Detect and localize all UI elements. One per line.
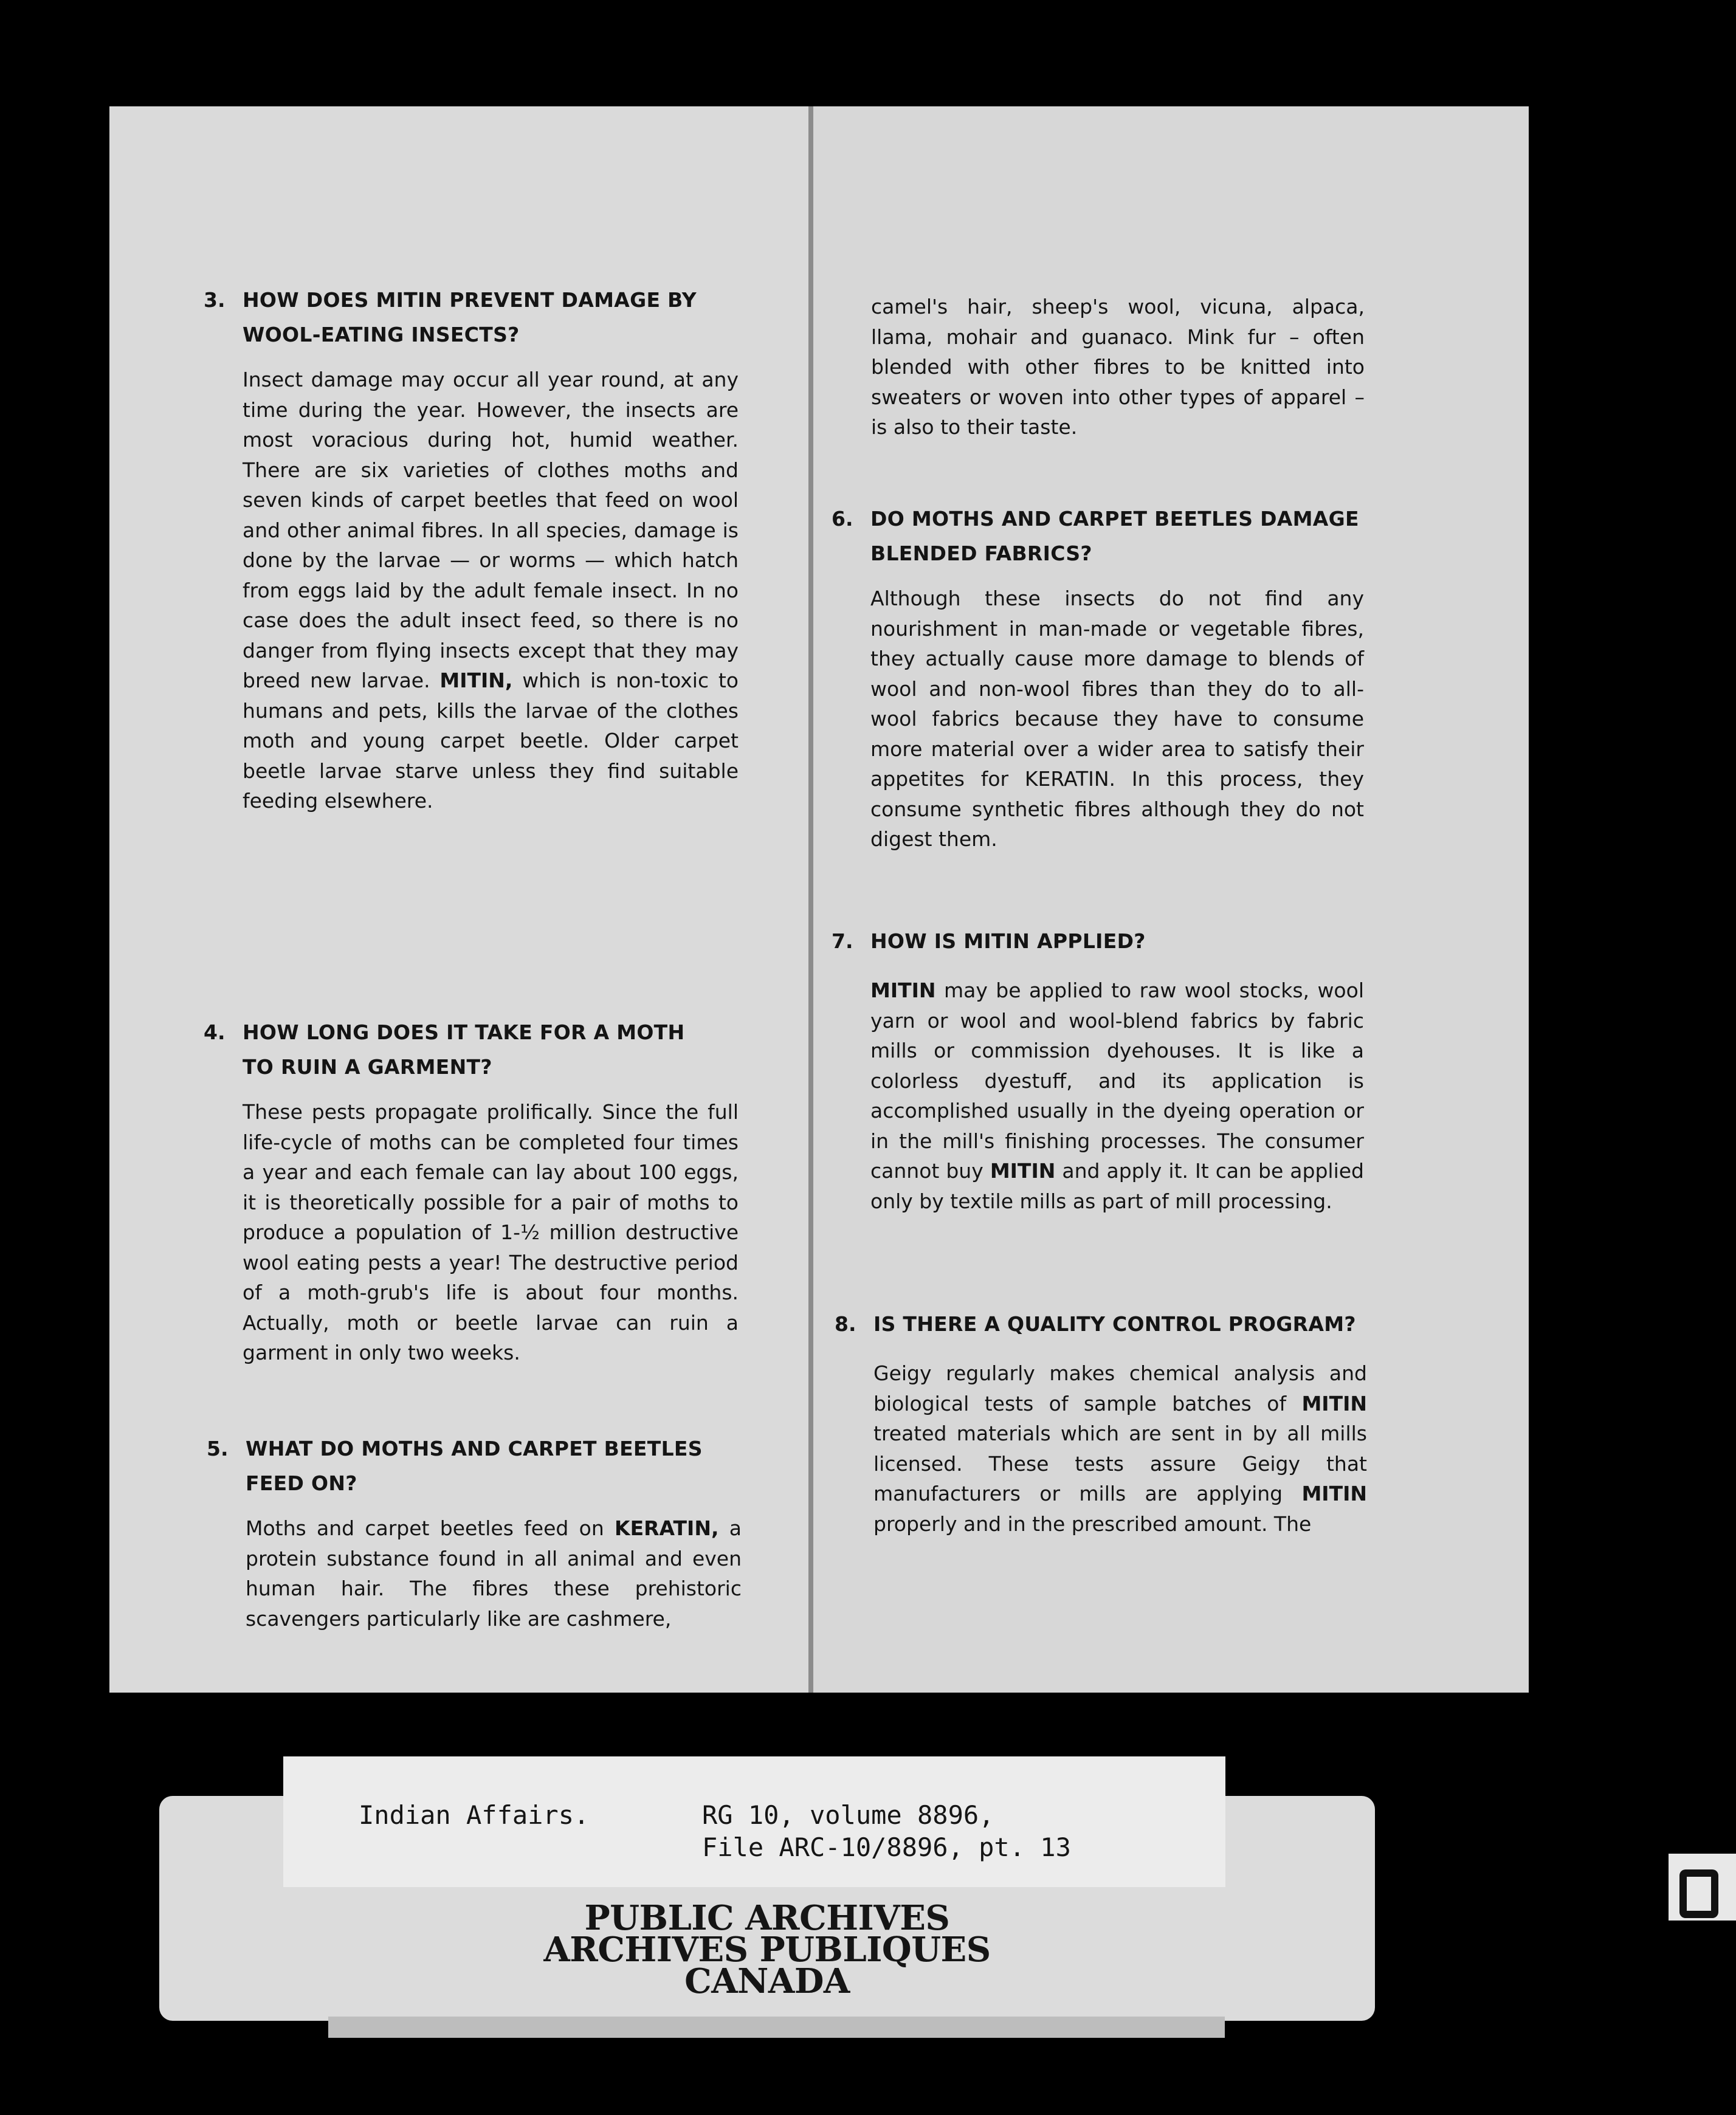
section-title-line: HOW IS MITIN APPLIED? bbox=[870, 929, 1146, 953]
right-column bbox=[813, 106, 1529, 1693]
body-text: Insect damage may occur all year round, at any time during the year. However, the insects are most voracious during hot, humid weather. There are six varieties of clothes moths and seven kinds of carpet beetles that feed on wool and other animal fibres. In all species, damage is done by the larvae — or worms — which hatch from eggs laid by the adult female insect. In no case does the adult insect feed, so there is no danger from flying insects except that they may breed new larvae. bbox=[243, 368, 739, 692]
film-frame-marker bbox=[1669, 1854, 1736, 1921]
body-text: a protein substance found in all animal and even human hair. The fibres these prehistoric scavengers particularly like are cashmere, bbox=[246, 1516, 742, 1631]
body-emphasis: MITIN bbox=[1301, 1482, 1367, 1505]
section-title bbox=[243, 1015, 739, 1084]
section-body: These pests propagate prolifically. Since the full life-cycle of moths can be completed four times a year and each female can lay about 100 eggs, it is theoretically possible for a pair of moths to produce a population of 1-½ million destructive wool eating pests a year! The destructive period of a moth-grub's life is about four months. Actually, moth or beetle larvae can ruin a garment in only two weeks. bbox=[243, 1100, 739, 1364]
body-text: Moths and carpet beetles feed on bbox=[246, 1516, 604, 1540]
body-text: properly and in the prescribed amount. The bbox=[873, 1511, 1312, 1536]
section-body bbox=[246, 1513, 742, 1634]
archive-stamp-line: ARCHIVES PUBLIQUES bbox=[543, 1930, 991, 1970]
section-title-line: IS THERE A QUALITY CONTROL PROGRAM? bbox=[873, 1312, 1356, 1336]
section-title bbox=[870, 501, 1381, 571]
section-number: 5. bbox=[207, 1437, 229, 1460]
section-body bbox=[870, 975, 1364, 1216]
section-number: 4. bbox=[204, 1020, 226, 1044]
body-text: and apply it. It can be applied only by textile mills as part of mill processing. bbox=[870, 1159, 1365, 1213]
body-text: may be applied to raw wool stocks, wool yarn or wool and wool-blend fabrics by fabric mills or commission dyehouses. It is like a colorless dyestuff, and its application is accomplished usually in the dyeing operation or in the mill's finishing processes. The consumer cannot buy bbox=[870, 978, 1364, 1183]
section-title-line: BLENDED FABRICS? bbox=[870, 542, 1092, 565]
body-emphasis: MITIN bbox=[1301, 1391, 1367, 1415]
body-text: Geigy regularly makes chemical analysis and biological tests of sample batches of bbox=[873, 1361, 1367, 1415]
archive-stamp-line: CANADA bbox=[684, 1961, 850, 2001]
archive-reference-line: RG 10, volume 8896, bbox=[702, 1800, 994, 1830]
left-column bbox=[109, 106, 810, 1693]
section-number: 7. bbox=[832, 929, 853, 953]
body-emphasis: MITIN bbox=[990, 1159, 1056, 1183]
section-title-line: WHAT DO MOTHS AND CARPET BEETLES bbox=[246, 1437, 703, 1460]
section-title-line: HOW LONG DOES IT TAKE FOR A MOTH bbox=[243, 1020, 685, 1044]
continuation-text: camel's hair, sheep's wool, vicuna, alpaca, llama, mohair and guanaco. Mink fur – often blended with other fibres to be knitted into sweaters or woven into other types of apparel – is also to their taste. bbox=[871, 295, 1365, 439]
archive-fonds: Indian Affairs. bbox=[359, 1800, 590, 1830]
section-title bbox=[243, 283, 739, 352]
section-title bbox=[870, 924, 1366, 958]
archive-stamp-line: PUBLIC ARCHIVES bbox=[584, 1898, 950, 1938]
section-body bbox=[873, 1358, 1367, 1539]
section-number: 3. bbox=[204, 288, 226, 312]
body-emphasis: MITIN, bbox=[439, 669, 513, 692]
section-title-line: TO RUIN A GARMENT? bbox=[243, 1055, 492, 1079]
section-number: 8. bbox=[835, 1312, 856, 1336]
section-title-line: FEED ON? bbox=[246, 1471, 357, 1495]
section-number: 6. bbox=[832, 507, 853, 531]
body-emphasis: KERATIN, bbox=[615, 1516, 719, 1540]
body-emphasis: MITIN bbox=[870, 978, 936, 1002]
section-title bbox=[873, 1307, 1369, 1341]
section-title-line: HOW DOES MITIN PREVENT DAMAGE BY bbox=[243, 288, 697, 312]
document-page bbox=[109, 106, 1529, 1693]
archive-card-edge bbox=[328, 2017, 1225, 2038]
body-text: treated materials which are sent in by all mills licensed. These tests assure Geigy that manufacturers or mills are applying bbox=[873, 1422, 1367, 1505]
body-text: which is non-toxic to humans and pets, kills the larvae of the clothes moth and young carpet beetle. Older carpet beetle larvae starve unless they find suitable feeding elsewhere. bbox=[243, 669, 739, 813]
frame-marker-glyph bbox=[1679, 1869, 1718, 1918]
section-body bbox=[243, 365, 739, 816]
section-title-line: WOOL-EATING INSECTS? bbox=[243, 323, 520, 346]
section-title bbox=[246, 1431, 742, 1501]
section-title-line: DO MOTHS AND CARPET BEETLES DAMAGE bbox=[870, 507, 1359, 531]
section-body: Although these insects do not find any nourishment in man-made or vegetable fibres, they actually cause more damage to blends of wool and non-wool fibres than they do to all-wool fabrics because they have to consume more material over a wider area to satisfy their appetites for KERATIN. In this process, they consume synthetic fibres although they do not digest them. bbox=[870, 586, 1364, 851]
archive-reference-line: File ARC-10/8896, pt. 13 bbox=[702, 1832, 1071, 1862]
